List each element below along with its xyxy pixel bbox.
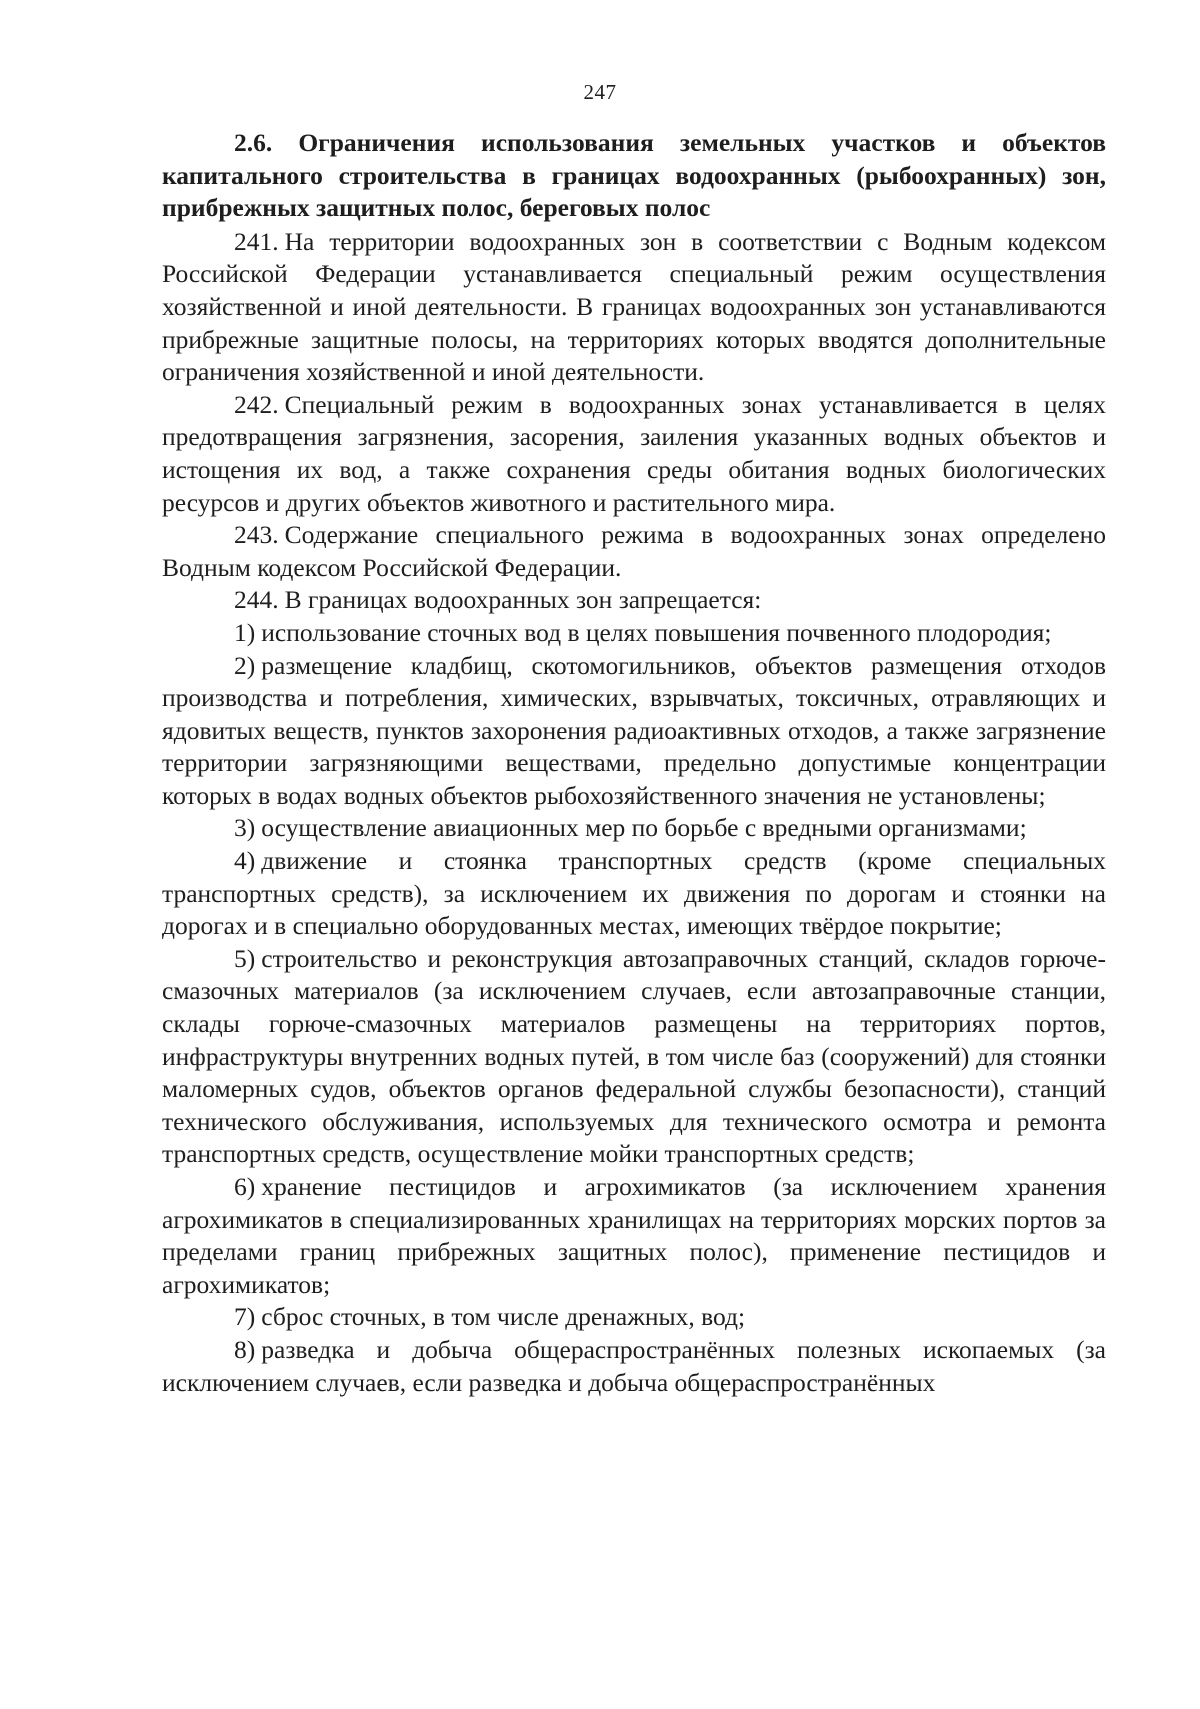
list-item-number: 3): [234, 813, 256, 843]
paragraph-text: В границах водоохранных зон запрещается:: [284, 585, 762, 615]
paragraph-text: На территории водоохранных зон в соответствии с Водным кодексом Российской Федерации устанавливается специальный режим осуществления хозяйственной и иной деятельности. В границах водоохранных зон устанавливаются прибрежные защитные полосы, на территориях которых вводятся дополнительные ограничения хозяйственной и иной деятельности.: [162, 226, 1106, 387]
list-item-4: [162, 845, 1106, 943]
page-number: 247: [583, 80, 617, 104]
list-item-number: 2): [234, 650, 256, 680]
list-item-number: 8): [234, 1334, 256, 1364]
paragraph-number: 241.: [234, 226, 279, 256]
list-item-text: сброс сточных, в том числе дренажных, вод;: [261, 1302, 746, 1332]
paragraph-text: Содержание специального режима в водоохранных зонах определено Водным кодексом Российской Федерации.: [162, 520, 1106, 582]
paragraph-244: [162, 584, 1106, 617]
paragraph-text: Специальный режим в водоохранных зонах устанавливается в целях предотвращения загрязнения, засорения, заиления указанных водных объектов и истощения их вод, а также сохранения среды обитания водных биологических ресурсов и других объектов животного и растительного мира.: [162, 389, 1106, 517]
list-item-2: [162, 650, 1106, 813]
list-item-number: 6): [234, 1172, 256, 1201]
list-item-text: движение и стоянка транспортных средств (кроме специальных транспортных средств), за исключением их движения по дорогам и стоянки на дорогах и в специально оборудованных местах, имеющих твёрдое покрытие;: [162, 846, 1106, 941]
list-item-text: строительство и реконструкция автозаправочных станций, складов горюче-смазочных материалов (за исключением случаев, если автозаправочные станции, склады горюче-смазочных материалов размещены на территориях портов, инфраструктуры внутренних водных путей, в том числе баз (сооружений) для стоянки маломерных судов, объектов органов федеральной службы безопасности), станций технического обслуживания, используемых для технического осмотра и ремонта транспортных средств, осуществление мойки транспортных средств;: [162, 943, 1106, 1169]
list-item-7: [162, 1301, 1106, 1334]
paragraph-241: [162, 226, 1106, 389]
list-item-text: осуществление авиационных мер по борьбе с вредными организмами;: [261, 813, 1027, 843]
list-item-5: [162, 943, 1106, 1171]
paragraph-number: 244.: [234, 585, 279, 615]
list-item-1: [162, 617, 1106, 650]
list-item-3: [162, 812, 1106, 845]
list-item-text: использование сточных вод в целях повышения почвенного плодородия;: [261, 617, 1052, 647]
list-item-text: разведка и добыча общераспространённых полезных ископаемых (за исключением случаев, если разведка и добыча общераспространённых: [162, 1334, 1106, 1397]
paragraph-number: 243.: [234, 520, 279, 550]
list-item-number: 7): [234, 1302, 256, 1332]
paragraph-243: [162, 519, 1106, 584]
paragraph-number: 242.: [234, 389, 279, 419]
document-body: [162, 127, 1106, 1399]
list-item-text: хранение пестицидов и агрохимикатов (за исключением хранения агрохимикатов в специализированных хранилищах на территориях морских портов за пределами границ прибрежных защитных полос), применение пестицидов и агрохимикатов;: [162, 1172, 1106, 1299]
section-heading: 2.6. Ограничения использования земельных участков и объектов капитального строительства в границах водоохранных (рыбоохранных) зон, прибрежных защитных полос, береговых полос: [162, 128, 1106, 223]
list-item-text: размещение кладбищ, скотомогильников, объектов размещения отходов производства и потребления, химических, взрывчатых, токсичных, отравляющих и ядовитых веществ, пунктов захоронения радиоактивных отходов, а также загрязнение территории загрязняющими веществами, предельно допустимые концентрации которых в водах водных объектов рыбохозяйственного значения не установлены;: [162, 650, 1106, 810]
list-item-6: [162, 1171, 1106, 1301]
list-item-8: [162, 1334, 1106, 1399]
list-item-number: 4): [234, 846, 256, 876]
paragraph-242: [162, 389, 1106, 519]
list-item-number: 1): [234, 617, 256, 647]
list-item-number: 5): [234, 943, 256, 973]
